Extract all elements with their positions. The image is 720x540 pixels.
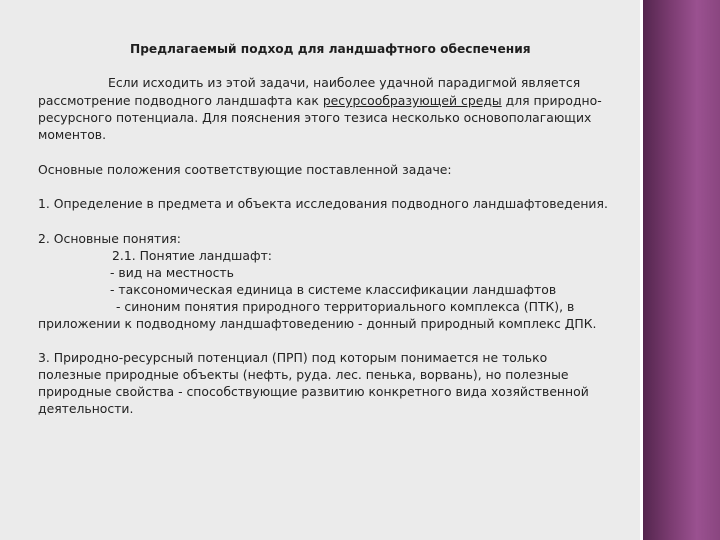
- item-2-bullet-3-cont: приложении к подводному ландшафтоведению - донный природный комплекс ДПК.: [38, 316, 597, 331]
- intro-line-2: [38, 92, 602, 109]
- item-3-line-3: природные свойства - способствующие развитию конкретного вида хозяйственной: [38, 384, 589, 399]
- item-2-subheading: 2.1. Понятие ландшафт:: [112, 248, 272, 263]
- intro-line-3: ресурсного потенциала. Для пояснения этого тезиса несколько основополагающих: [38, 110, 592, 125]
- item-2-heading: 2. Основные понятия:: [38, 231, 181, 246]
- item-3-line-2: полезные природные объекты (нефть, руда. лес. пенька, ворвань), но полезные: [38, 367, 569, 382]
- item-3-line-4: деятельности.: [38, 401, 134, 416]
- resource-environment-term: ресурсообразующей среды: [322, 93, 502, 108]
- item-1: 1. Определение в предмета и объекта исследования подводного ландшафтоведения.: [38, 196, 608, 211]
- intro-line-1: Если исходить из этой задачи, наиболее удачной парадигмой является: [108, 75, 581, 90]
- slide-title: Предлагаемый подход для ландшафтного обеспечения: [130, 42, 531, 56]
- item-2-bullet-3: - синоним понятия природного территориального комплекса (ПТК), в: [116, 299, 575, 314]
- intro-line-2-pre: рассмотрение подводного ландшафта как: [38, 93, 323, 108]
- item-3-line-1: 3. Природно-ресурсный потенциал (ПРП) под которым понимается не только: [38, 350, 548, 365]
- intro-line-4: моментов.: [38, 127, 107, 142]
- intro-line-2-post: для природно-: [501, 93, 602, 108]
- decorative-side-band: [643, 0, 720, 540]
- item-2-bullet-2: - таксономическая единица в системе классификации ландшафтов: [110, 282, 557, 297]
- basics-heading: Основные положения соответствующие поставленной задаче:: [38, 162, 452, 177]
- item-2-bullet-1: - вид на местность: [110, 265, 234, 280]
